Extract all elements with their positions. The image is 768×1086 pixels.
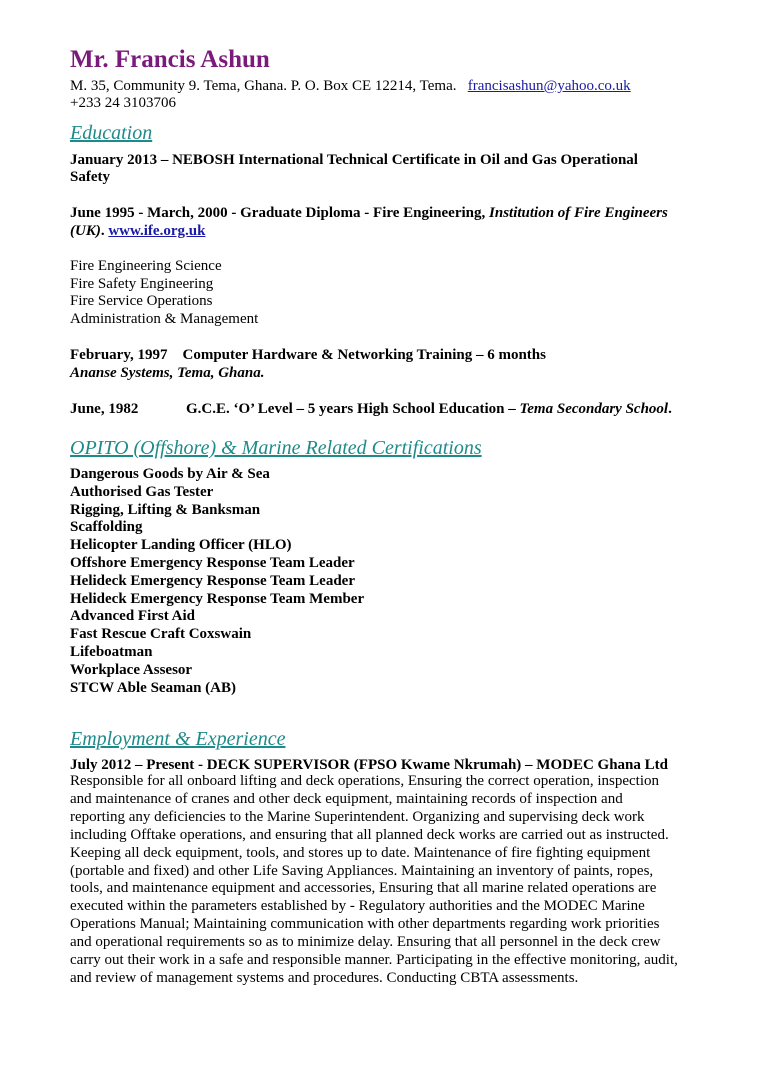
phone: +233 24 3103706 xyxy=(70,95,176,111)
cert-item: Scaffolding xyxy=(70,519,143,535)
subject-item: Fire Safety Engineering xyxy=(70,276,214,292)
computer-training xyxy=(70,346,546,364)
job-title: July 2012 – Present - DECK SUPERVISOR (FPSO Kwame Nkrumah) – MODEC Ghana Ltd xyxy=(70,757,668,773)
contact-line xyxy=(70,77,631,95)
address: M. 35, Community 9. Tema, Ghana. P. O. Box CE 12214, Tema. xyxy=(70,78,457,94)
diploma-institution-country: (UK) xyxy=(70,223,101,239)
cert-item: Dangerous Goods by Air & Sea xyxy=(70,466,270,482)
description-line: and review of management systems and procedures. Conducting CBTA assessments. xyxy=(70,969,579,986)
description-line: reporting any deficiencies to the Marine Superintendent. Organizing and supervising deck work xyxy=(70,808,645,825)
description-line: tools, and maintenance equipment and accessories, Ensuring that all marine related operations are xyxy=(70,880,657,897)
candidate-name: Mr. Francis Ashun xyxy=(70,46,270,73)
email-link[interactable]: francisashun@yahoo.co.uk xyxy=(467,78,631,94)
description-line: executed within the parameters established by - Regulatory authorities and the MODEC Marine xyxy=(70,898,645,915)
diploma-title: June 1995 - March, 2000 - Graduate Diploma - Fire Engineering, xyxy=(70,205,486,221)
diploma-line-1 xyxy=(70,204,668,222)
job-description xyxy=(70,773,678,988)
diploma-line-2: (UK). www.ife.org.uk xyxy=(70,223,206,239)
description-line: Keeping all deck equipment, tools, and stores up to date. Maintenance of fire fighting equipment xyxy=(70,844,651,861)
description-line: carry out their work in a safe and responsible manner. Participating in the effective monitoring, audit, xyxy=(70,952,678,969)
cert-item: STCW Able Seaman (AB) xyxy=(70,680,236,696)
description-line: and maintenance of cranes and other deck equipment, maintaining records of inspection and xyxy=(70,790,623,807)
nebosh-line-2: Safety xyxy=(70,169,110,185)
gce-school: Tema Secondary School xyxy=(519,401,669,417)
ife-link[interactable]: www.ife.org.uk xyxy=(108,223,206,239)
cert-item: Fast Rescue Craft Coxswain xyxy=(70,626,252,642)
cert-item: Workplace Assesor xyxy=(70,662,193,678)
gce-date: June, 1982 xyxy=(70,401,139,417)
subject-item: Fire Engineering Science xyxy=(70,258,222,274)
cert-item: Advanced First Aid xyxy=(70,608,196,624)
computer-place: Ananse Systems, Tema, Ghana. xyxy=(70,365,265,381)
description-line: Operations Manual; Maintaining communication with other departments regarding work priorities xyxy=(70,916,660,933)
cert-item: Helicopter Landing Officer (HLO) xyxy=(70,537,292,553)
subject-item: Fire Service Operations xyxy=(70,293,213,309)
cert-item: Offshore Emergency Response Team Leader xyxy=(70,555,355,571)
certifications-heading: OPITO (Offshore) & Marine Related Certifications xyxy=(70,437,482,459)
cert-item: Helideck Emergency Response Team Leader xyxy=(70,573,355,589)
description-line: (portable and fixed) and other Life Saving Appliances. Maintaining an inventory of paints, ropes, xyxy=(70,862,654,879)
cert-item: Authorised Gas Tester xyxy=(70,484,214,500)
gce-course: G.C.E. ‘O’ Level – 5 years High School Education – xyxy=(186,401,516,417)
nebosh-line-1: January 2013 – NEBOSH International Technical Certificate in Oil and Gas Operational xyxy=(70,152,638,168)
gce-line: June, 1982 G.C.E. ‘O’ Level – 5 years High School Education – Tema Secondary School. xyxy=(70,401,672,417)
employment-heading: Employment & Experience xyxy=(70,728,286,750)
diploma-institution: Institution of Fire Engineers xyxy=(489,205,668,221)
education-heading: Education xyxy=(70,122,153,144)
computer-date: February, 1997 xyxy=(70,347,168,363)
cert-item: Helideck Emergency Response Team Member xyxy=(70,591,365,607)
description-line: including Offtake operations, and ensuring that all planned deck works are carried out as instructed. xyxy=(70,826,669,843)
description-line: and operational requirements so as to minimize delay. Ensuring that all personnel in the deck crew xyxy=(70,934,661,951)
description-line: Responsible for all onboard lifting and deck operations, Ensuring the correct operation, inspection xyxy=(70,773,660,789)
cert-item: Lifeboatman xyxy=(70,644,153,660)
subject-item: Administration & Management xyxy=(70,311,259,327)
computer-course: Computer Hardware & Networking Training – 6 months xyxy=(182,347,546,363)
cert-item: Rigging, Lifting & Banksman xyxy=(70,502,261,518)
